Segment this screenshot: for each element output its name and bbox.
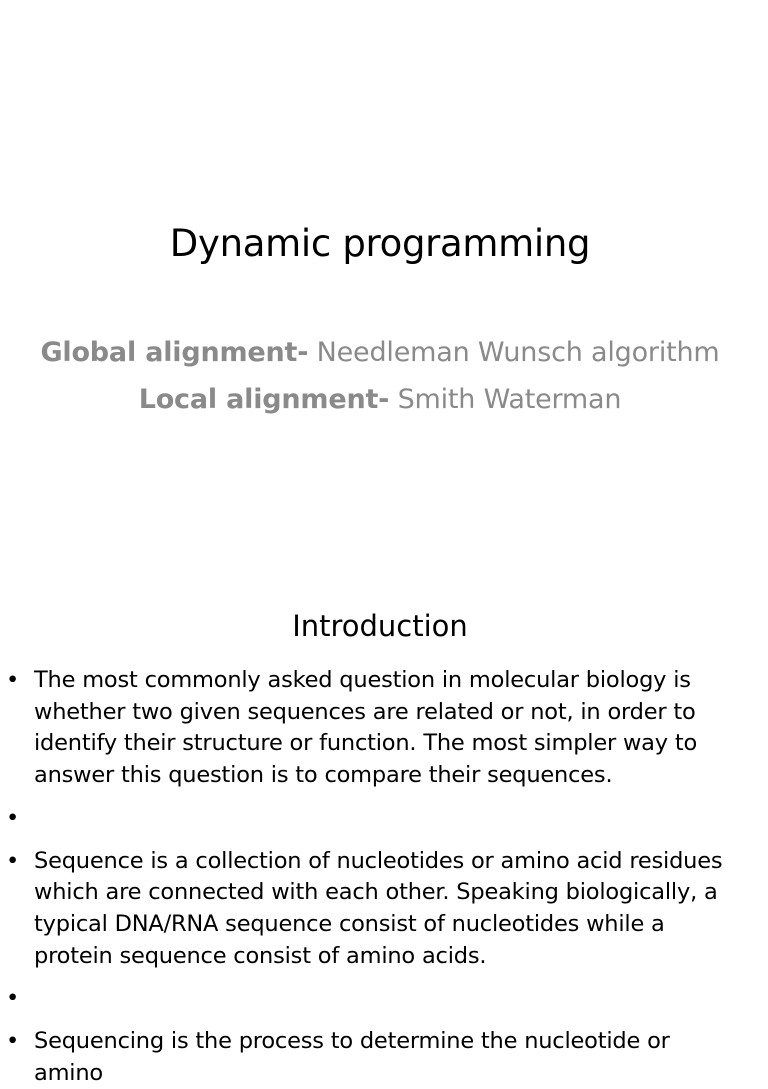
bullet-icon: • [6, 1028, 20, 1054]
page-title: Dynamic programming [169, 222, 591, 265]
bullet-text: Sequence is a collection of nucleotides or amino acid residues which are connected with each other. Speaking biologically, a typical DNA/RNA sequence consist of nucleotides while a protein sequence consist of amino acids. [34, 847, 723, 969]
bullet-icon: • [6, 804, 20, 831]
list-item [0, 846, 760, 973]
bullet-text: The most commonly asked question in molecular biology is whether two given sequences are related or not, in order to identify their structure or function. The most simpler way to answer this question is to compare their sequences. [34, 667, 698, 789]
list-item [0, 665, 760, 792]
list-item [0, 983, 760, 1015]
bullet-icon: • [6, 985, 20, 1012]
bullet-text: Sequencing is the process to determine the nucleotide or amino [34, 1028, 670, 1086]
local-alignment-text: Smith Waterman [389, 384, 622, 415]
subtitle-global-alignment [0, 335, 760, 371]
bullet-icon: • [6, 667, 20, 693]
global-alignment-label: Global alignment- [40, 337, 309, 368]
local-alignment-label: Local alignment- [138, 384, 390, 415]
global-alignment-text: Needleman Wunsch algorithm [308, 337, 720, 368]
subtitle-local-alignment [0, 382, 760, 418]
list-item [0, 1026, 760, 1089]
bullet-icon: • [6, 847, 20, 874]
list-item [0, 803, 760, 835]
bullet-list [0, 665, 760, 1089]
section-heading: Introduction [292, 609, 468, 643]
